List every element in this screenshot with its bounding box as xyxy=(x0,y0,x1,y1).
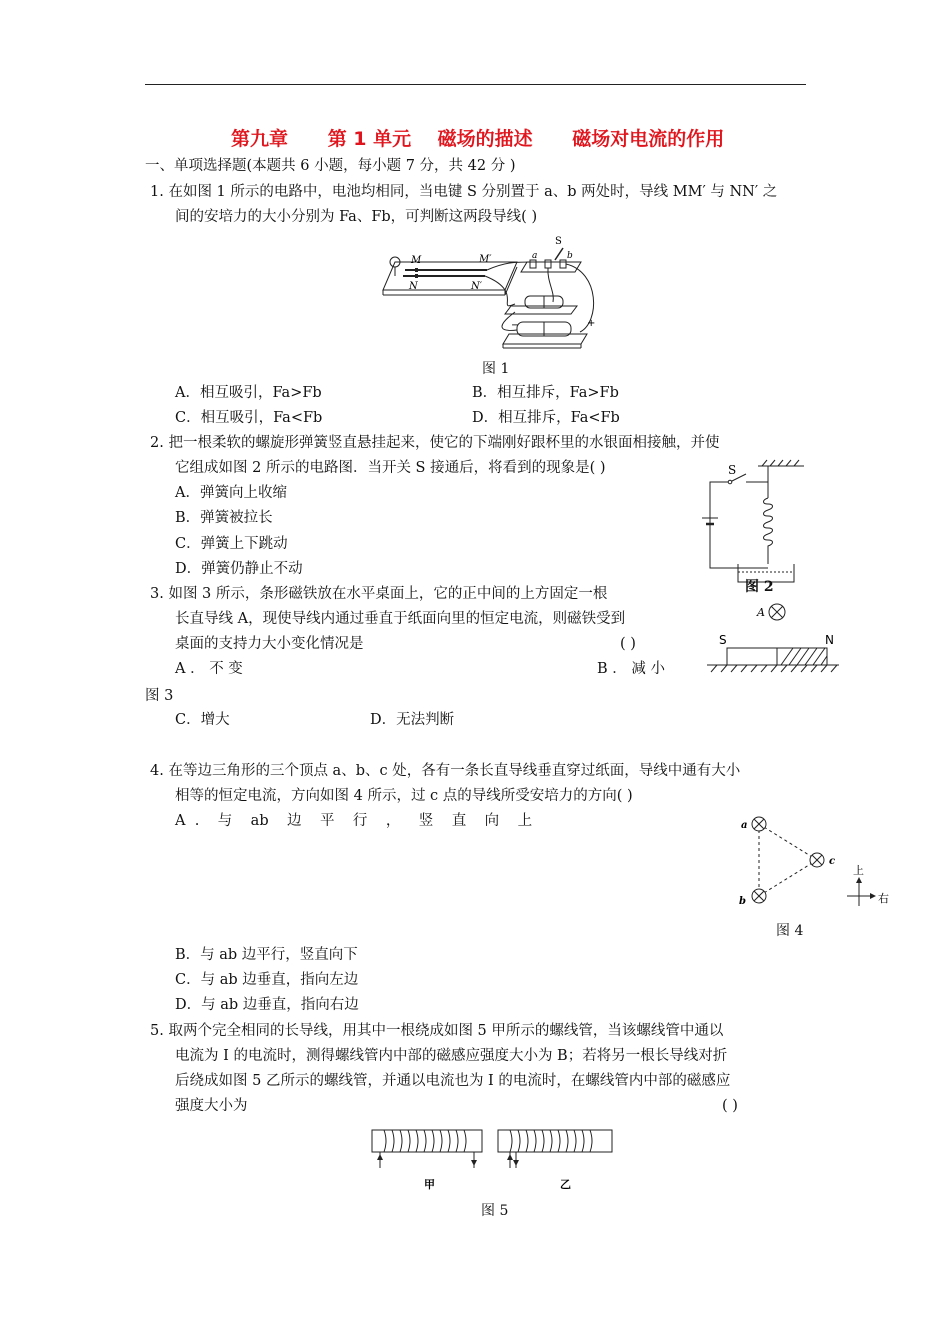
fig1-label-S: S xyxy=(555,236,562,247)
q5-line4: 强度大小为 xyxy=(175,1098,248,1114)
q2-option-b: B．弹簧被拉长 xyxy=(175,510,273,526)
figure-1-caption: 图 1 xyxy=(482,361,510,377)
q5-line2: 电流为 I 的电流时，测得螺线管内中部的磁感应强度大小为 B；若将另一根长导线对折 xyxy=(175,1048,728,1064)
q2-option-c: C．弹簧上下跳动 xyxy=(175,536,288,552)
fig1-label-N: N xyxy=(409,281,418,292)
q1-option-a: A．相互吸引，Fa>Fb xyxy=(175,385,322,401)
fig3-label-A: A xyxy=(757,606,765,619)
section-heading: 一、单项选择题(本题共 6 小题，每小题 7 分，共 42 分 ) xyxy=(145,158,516,174)
fig4-label-b: b xyxy=(739,896,746,907)
figure-4-caption: 图 4 xyxy=(776,923,804,939)
q4-option-b: B．与 ab 边平行，竖直向下 xyxy=(175,947,358,963)
page-title: 第九章 第 1 单元 磁场的描述 磁场对电流的作用 xyxy=(231,128,725,150)
fig1-label-N2: N′ xyxy=(471,281,483,292)
q3-line2: 长直导线 A，现使导线内通过垂直于纸面向里的恒定电流，则磁铁受到 xyxy=(175,611,626,627)
q1-option-b: B．相互排斥，Fa>Fb xyxy=(472,385,619,401)
wire-a-into-page xyxy=(752,817,766,831)
q3-option-a: A ． 不 变 xyxy=(175,661,243,677)
fig5-label-jia: 甲 xyxy=(424,1178,435,1191)
q3-answer-blank: ( ) xyxy=(620,636,636,652)
q1-option-c: C．相互吸引，Fa<Fb xyxy=(175,410,323,426)
q5-line1: 5. 取两个完全相同的长导线，用其中一根绕成如图 5 甲所示的螺线管，当该螺线管中通以 xyxy=(150,1023,724,1039)
wire-b-into-page xyxy=(752,889,766,903)
q1-line2: 间的安培力的大小分别为 Fa、Fb，可判断这两段导线( ) xyxy=(175,209,538,225)
fig1-label-a: a xyxy=(532,251,538,261)
fig4-label-up: 上 xyxy=(853,864,864,877)
q4-line1: 4. 在等边三角形的三个顶点 a、b、c 处，各有一条长直导线垂直穿过纸面，导线中通有大小 xyxy=(150,763,741,779)
q2-option-a: A．弹簧向上收缩 xyxy=(175,485,287,501)
q2-option-d: D．弹簧仍静止不动 xyxy=(175,561,303,577)
q2-line2: 它组成如图 2 所示的电路图．当开关 S 接通后，将看到的现象是( ) xyxy=(175,460,606,476)
q5-line3: 后绕成如图 5 乙所示的螺线管，并通以电流也为 I 的电流时，在螺线管内中部的磁感应 xyxy=(175,1073,731,1089)
q2-line1: 2. 把一根柔软的螺旋形弹簧竖直悬挂起来，使它的下端刚好跟杯里的水银面相接触，并使 xyxy=(150,435,720,451)
q3-option-b: B ． 减 小 xyxy=(597,661,665,677)
q4-option-d: D．与 ab 边垂直，指向右边 xyxy=(175,997,359,1013)
fig4-label-right: 右 xyxy=(878,892,889,905)
q3-option-c: C．增大 xyxy=(175,712,230,728)
fig1-label-minus: − xyxy=(511,320,520,331)
fig2-label-S: S xyxy=(728,463,737,477)
fig4-label-c: c xyxy=(829,856,836,867)
fig1-label-plus: + xyxy=(587,318,596,329)
figure-5-solenoids xyxy=(368,1124,618,1194)
figure-2-caption: 图 2 xyxy=(745,579,774,595)
fig1-label-b: b xyxy=(567,251,573,261)
fig3-label-S: S xyxy=(719,633,727,647)
figure-3-magnet xyxy=(705,596,845,676)
fig1-label-M: M xyxy=(411,255,422,266)
q1-line1: 1. 在如图 1 所示的电路中，电池均相同，当电键 S 分别置于 a、b 两处时，导线 MM′ 与 NN′ 之 xyxy=(150,184,778,200)
fig3-label-N: N xyxy=(825,633,834,647)
q1-option-d: D．相互排斥，Fa<Fb xyxy=(472,410,620,426)
q4-option-c: C．与 ab 边垂直，指向左边 xyxy=(175,972,359,988)
q3-option-d: D．无法判断 xyxy=(370,712,455,728)
figure-5-caption: 图 5 xyxy=(481,1203,509,1219)
q3-line1: 3. 如图 3 所示，条形磁铁放在水平桌面上，它的正中间的上方固定一根 xyxy=(150,586,608,602)
q5-answer-blank: ( ) xyxy=(722,1098,738,1114)
figure-3-caption: 图 3 xyxy=(145,688,174,704)
q4-line2: 相等的恒定电流，方向如图 4 所示，过 c 点的导线所受安培力的方向( ) xyxy=(175,788,633,804)
figure-2-circuit xyxy=(700,460,810,590)
figure-4-triangle xyxy=(735,810,900,915)
q4-option-a: A . 与 ab 边 平 行 ， 竖 直 向 上 xyxy=(175,813,533,829)
figure-1-circuit xyxy=(375,232,615,360)
q3-line3: 桌面的支持力大小变化情况是 xyxy=(175,636,364,652)
wire-c-into-page xyxy=(810,853,824,867)
header-rule xyxy=(145,84,806,85)
fig5-label-yi: 乙 xyxy=(560,1178,571,1191)
fig4-label-a: a xyxy=(741,820,748,831)
fig1-label-M2: M′ xyxy=(479,254,492,265)
